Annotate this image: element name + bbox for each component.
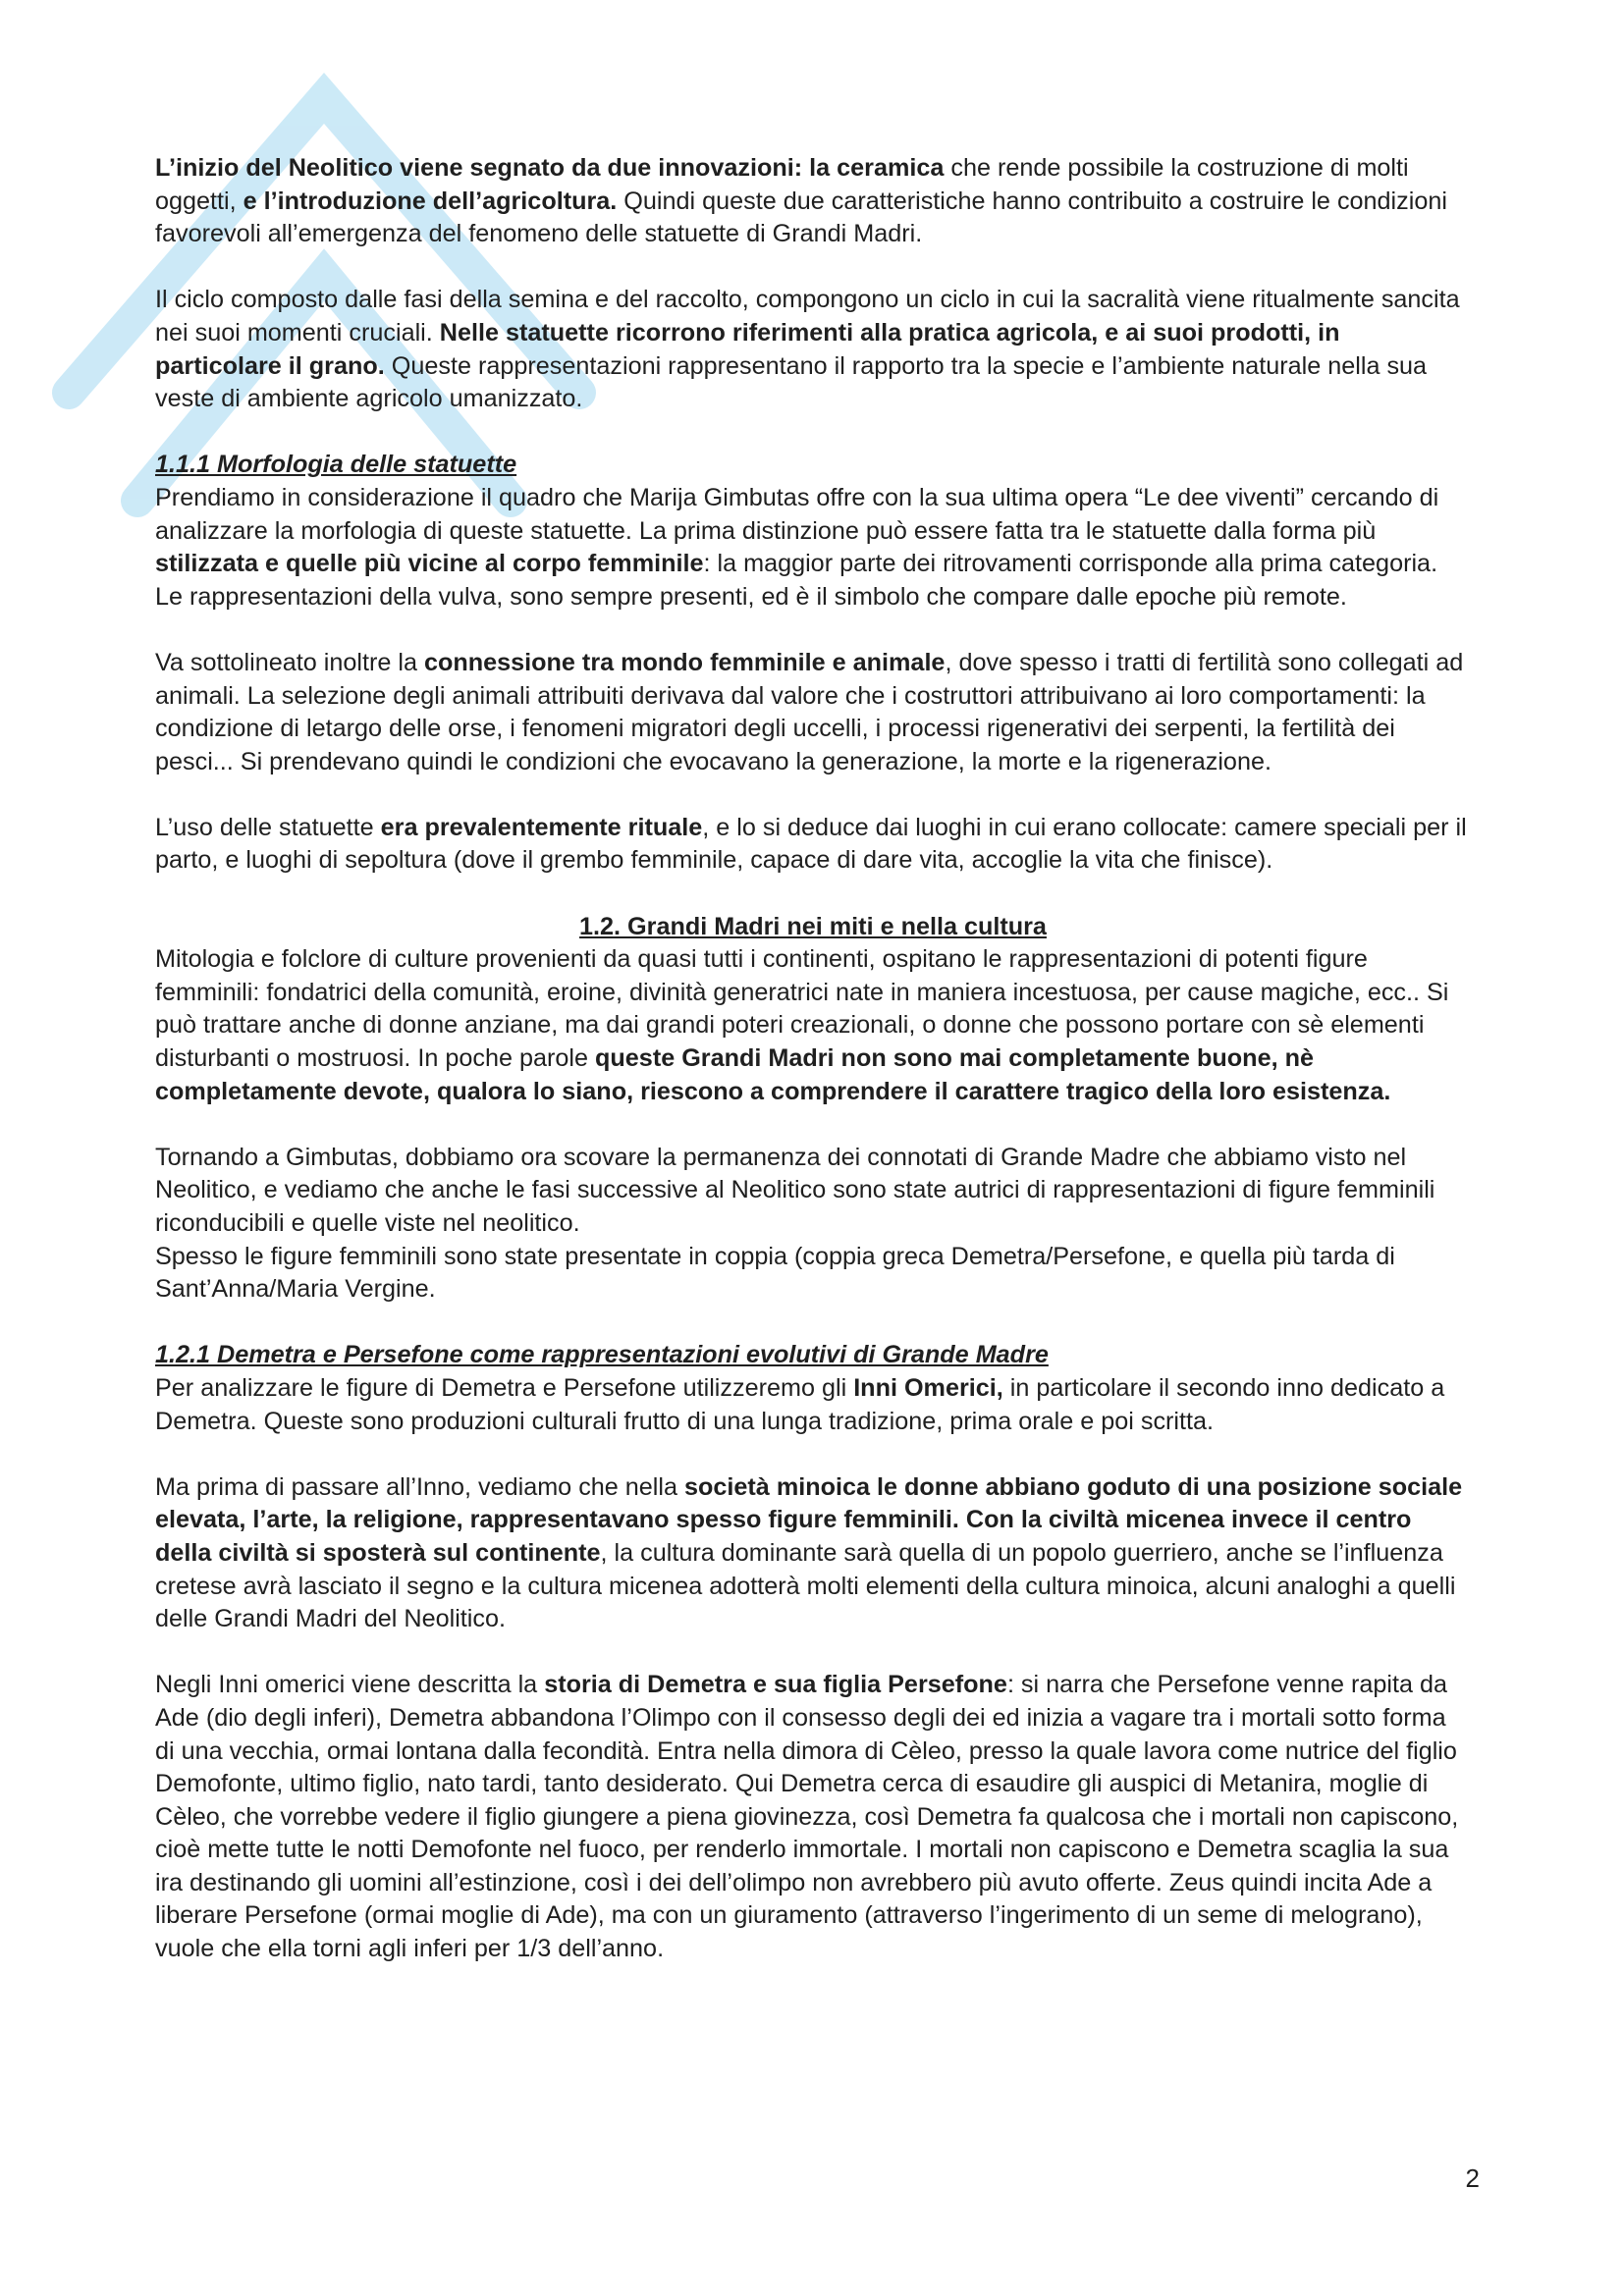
paragraph [155, 647, 1471, 778]
bold-text: stilizzata e quelle più vicine al corpo femminile [155, 550, 704, 578]
text-run: , dove spesso i tratti di fertilità sono collegati ad animali. La selezione degli animali attribuiti derivava dal valore che i costruttori attribuivano ai loro comportamenti: la condizione di letargo delle orse, i fenomeni migratori degli uccelli, i processi rigenerativi dei serpenti, la fertilità dei pesci... Si prendevano quindi le condizioni che evocavano la generazione, la morte e la rigenerazione. [155, 648, 1464, 775]
text-run: : si narra che Persefone venne rapita da Ade (dio degli inferi), Demetra abbandona l’Olimpo con il consesso degli dei ed inizia a vagare tra i mortali sotto forma di una vecchia, ormai lontana dalla fecondità. Entra nella dimora di Cèleo, presso la quale lavora come nutrice del figlio Demofonte, ultimo figlio, nato tardi, tanto desiderato. Qui Demetra cerca di esaudire gli auspici di Metanira, moglie di Cèleo, che vorrebbe vedere il figlio giungere a piena giovinezza, così Demetra fa qualcosa che i mortali non capiscono, cioè mette tutte le notti Demofonte nel fuoco, per renderlo immortale. I mortali non capiscono e Demetra scaglia la sua ira destinando gli uomini all’estinzione, così i dei dell’olimpo non avrebbero più avuto offerte. Zeus quindi incita Ade a liberare Persefone (ormai moglie di Ade), ma con un giuramento (attraverso l’ingerimento di un seme di melograno), vuole che ella torni agli inferi per 1/3 dell’anno. [155, 1671, 1459, 1963]
paragraph [155, 152, 1471, 251]
page-number: 2 [1465, 2163, 1480, 2193]
paragraph [155, 1142, 1471, 1241]
chapter-heading: 1.2. Grandi Madri nei miti e nella cultura [579, 912, 1047, 940]
paragraph [155, 812, 1471, 878]
section-heading: 1.1.1 Morfologia delle statuette [155, 451, 517, 479]
text-run: Quindi queste due caratteristiche hanno contribuito a costruire le condizioni favorevoli all’emergenza del fenomeno delle statuette di Grandi Madri. [155, 187, 1447, 248]
text-run: Ma prima di passare all’Inno, vediamo che nella [155, 1472, 685, 1501]
section-heading: 1.2.1 Demetra e Persefone come rappresentazioni evolutivi di Grande Madre [155, 1341, 1049, 1369]
bold-text: L’inizio del Neolitico viene segnato da due innovazioni: la ceramica [155, 154, 945, 182]
paragraph [155, 943, 1471, 1108]
document-body [155, 152, 1471, 1966]
text-run: Il ciclo composto dalle fasi della semina e del raccolto, compongono un ciclo in cui la sacralità viene ritualmente sancita nei suoi momenti cruciali. [155, 286, 1460, 347]
text-run: Per analizzare le figure di Demetra e Persefone utilizzeremo gli [155, 1373, 854, 1402]
text-run: Negli Inni omerici viene descritta la [155, 1671, 545, 1699]
paragraph [155, 1669, 1471, 1965]
bold-text: era prevalentemente rituale [380, 813, 703, 841]
text-run: , la cultura dominante sarà quella di un popolo guerriero, anche se l’influenza cretese avrà lasciato il segno e la cultura micenea adotterà molti elementi della cultura minoica, alcuni analoghi a quelli delle Grandi Madri del Neolitico. [155, 1538, 1456, 1633]
paragraph [155, 1372, 1471, 1438]
text-run: , e lo si deduce dai luoghi in cui erano collocate: camere speciali per il parto, e luoghi di sepoltura (dove il grembo femminile, capace di dare vita, accoglie la vita che finisce). [155, 813, 1467, 875]
paragraph [155, 1241, 1471, 1307]
bold-text: connessione tra mondo femminile e animale [423, 648, 946, 676]
bold-text: Nelle statuette ricorrono riferimenti alla pratica agricola, e ai suoi prodotti, in particolare il grano. [155, 318, 1340, 380]
bold-text: società minoica le donne abbiano goduto di una posizione sociale elevata, l’arte, la religione, rappresentavano spesso figure femminili. Con la civiltà micenea invece il centro della civiltà si sposterà sul continente [155, 1472, 1463, 1567]
text-run: in particolare il secondo inno dedicato a Demetra. Queste sono produzioni culturali frutto di una lunga tradizione, prima orale e poi scritta. [155, 1373, 1445, 1435]
paragraph [155, 284, 1471, 415]
text-run: che rende possibile la costruzione di molti oggetti, [155, 154, 1409, 215]
bold-text: e l’introduzione dell’agricoltura. [243, 187, 618, 215]
paragraph [155, 482, 1471, 614]
paragraph [155, 1471, 1471, 1636]
text-run: : la maggior parte dei ritrovamenti corrisponde alla prima categoria. Le rappresentazioni della vulva, sono sempre presenti, ed è il simbolo che compare dalle epoche più remote. [155, 550, 1438, 611]
text-run: Va sottolineato inoltre la [155, 648, 424, 676]
text-run: L’uso delle statuette [155, 813, 381, 841]
bold-text: queste Grandi Madri non sono mai completamente buone, nè completamente devote, qualora lo siano, riescono a comprendere il carattere tragico della loro esistenza. [155, 1044, 1391, 1105]
text-run: Queste rappresentazioni rappresentano il rapporto tra la specie e l’ambiente naturale nella sua veste di ambiente agricolo umanizzato. [155, 351, 1428, 413]
text-run: Mitologia e folclore di culture provenienti da quasi tutti i continenti, ospitano le rappresentazioni di potenti figure femminili: fondatrici della comunità, eroine, divinità generatrici nate in maniera incestuosa, per cause magiche, ecc.. Si può trattare anche di donne anziane, ma dai grandi poteri creazionali, o donne che possono portare con sè elementi disturbanti o mostruosi. In poche parole [155, 945, 1449, 1073]
text-run: Tornando a Gimbutas, dobbiamo ora scovare la permanenza dei connotati di Grande Madre che abbiamo visto nel Neolitico, e vediamo che anche le fasi successive al Neolitico sono state autrici di rappresentazioni di figure femminili riconducibili e quelle viste nel neolitico. [155, 1143, 1435, 1237]
text-run: Spesso le figure femminili sono state presentate in coppia (coppia greca Demetra/Persefone, e quella più tarda di Sant’Anna/Maria Vergine. [155, 1242, 1395, 1304]
text-run: Prendiamo in considerazione il quadro che Marija Gimbutas offre con la sua ultima opera “Le dee viventi” cercando di analizzare la morfologia di queste statuette. La prima distinzione può essere fatta tra le statuette dalla forma più [155, 483, 1439, 545]
bold-text: Inni Omerici, [853, 1373, 1003, 1402]
bold-text: storia di Demetra e sua figlia Persefone [544, 1671, 1007, 1699]
